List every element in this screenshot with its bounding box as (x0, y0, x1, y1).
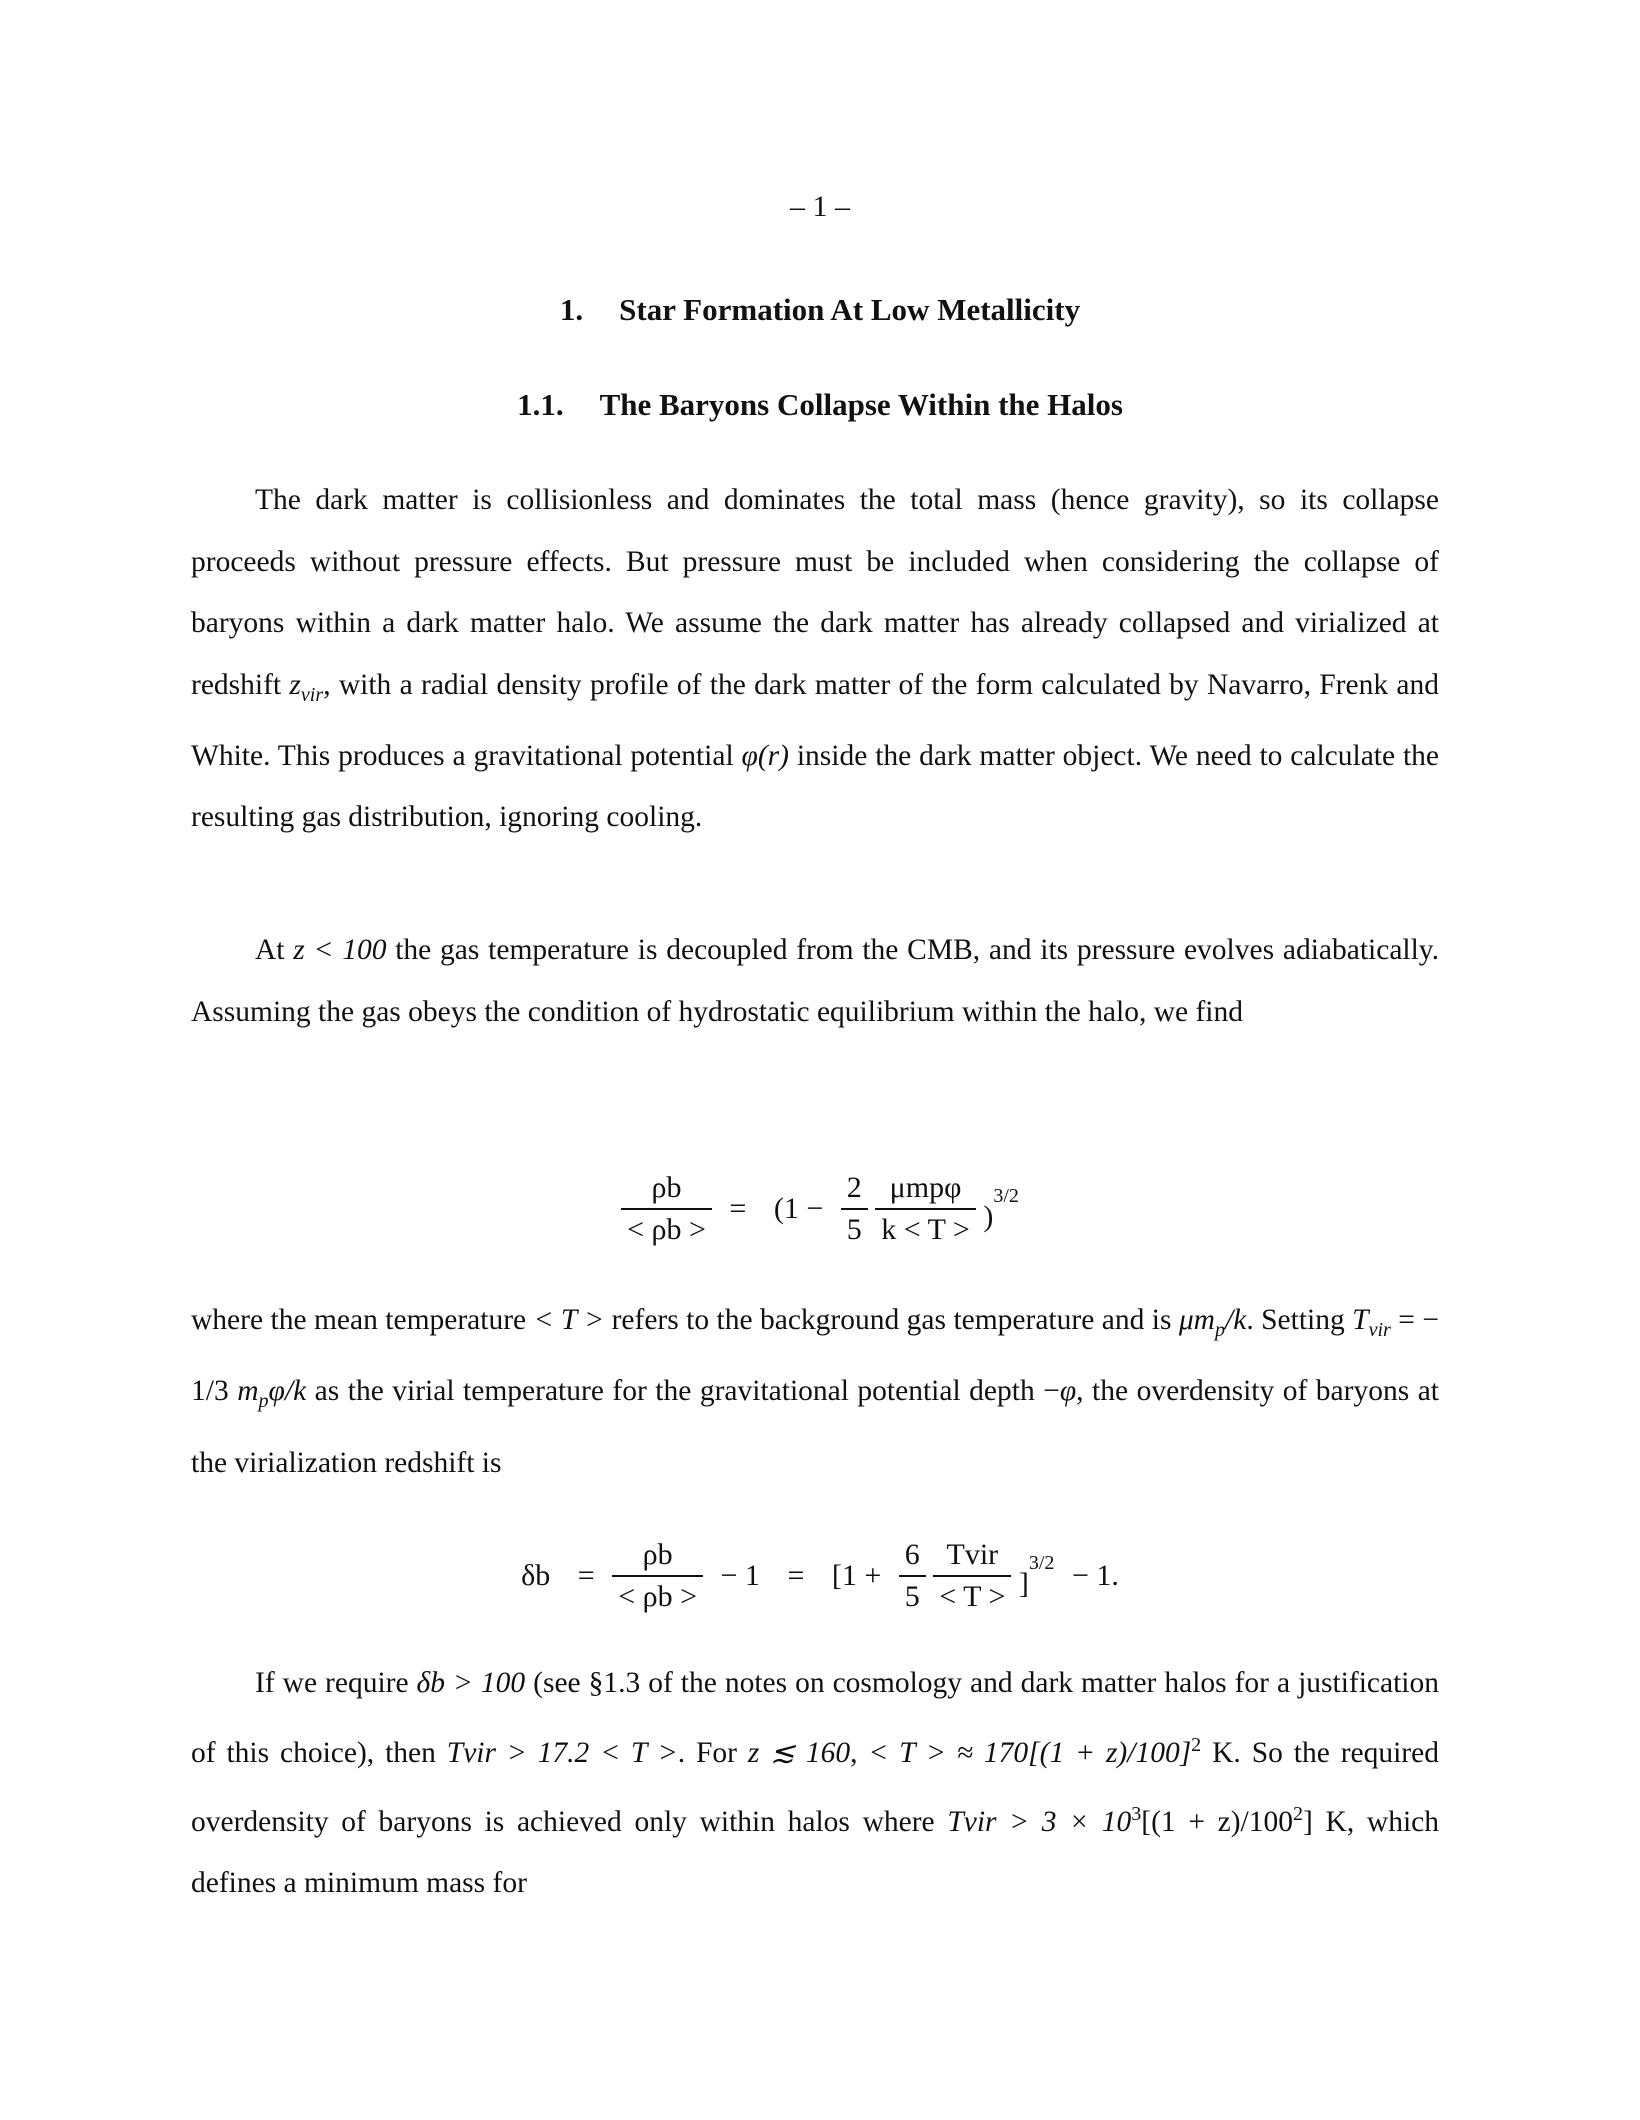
section-title-1-1 (0, 387, 1640, 423)
subsection-heading: The Baryons Collapse Within the Halos (599, 387, 1123, 422)
coefficient: $\frac{2}{5}$ (841, 1168, 868, 1250)
coefficient: $\frac{6}{5}$ (899, 1535, 926, 1617)
paragraph-2: At z < 100 the gas temperature is decoupled from the CMB, and its pressure evolves adiabatically. Assuming the gas obeys the condition of hydrostatic equilibrium within the halo, we find (191, 934, 1440, 1028)
temperature-ratio: $\frac{\text{Tvir}}{< T >}$ (933, 1535, 1011, 1617)
subsection-number: 1.1. (517, 387, 564, 422)
equation-2: δb = $\frac{\rho b}{< \rho b >}$ − 1 = [1 + $\frac{6}{5}$ $\frac{\text{Tvir}}{< T >}$ ]$^{3/2}$ − 1. (0, 1535, 1640, 1617)
page-number: – 1 – (790, 190, 850, 223)
section-title-1 (0, 292, 1640, 328)
section-heading: Star Formation At Low Metallicity (619, 292, 1081, 327)
density-ratio: $\frac{\rho b}{< \rho b >}$ (612, 1535, 703, 1617)
paragraph-4: If we require δb > 100 (see §1.3 of the notes on cosmology and dark matter halos for a justification of this choice), then Tvir > 17.2 < T >. For z ≲ 160, < T > ≈ $170[(1 + z)/100]^2$ K. So the required overdensity of baryons is achieved only within halos where Tvir > $3 \times 10^3[(1 + z)/100^2]$ K, which defines a minimum mass for (191, 1667, 1439, 1900)
section-number: 1. (559, 292, 584, 327)
paragraph-1: The dark matter is collisionless and dominates the total mass (hence gravity), so its collapse proceeds without pressure effects. But pressure must be included when considering the collapse of baryons within a dark matter halo. We assume the dark matter has already collapsed and virialized at redshift $z_{vir}$, with a radial density profile of the dark matter of the form calculated by Navarro, Frenk and White. This produces a gravitational potential φ(r) inside the dark matter object. We need to calculate the resulting gas distribution, ignoring cooling. (191, 484, 1439, 834)
paragraph-3: where the mean temperature < T > refers to the background gas temperature and is $\mu m_p/k$. Setting $T_{vir}$ = − 1/3 $m_p\varphi/k$ as the virial temperature for the gravitational potential depth −φ, the overdensity of baryons at the virialization redshift is (191, 1304, 1439, 1479)
potential-ratio: $\frac{\text{μmpφ}}{k < T >}$ (875, 1168, 976, 1250)
equation-1: $\frac{\rho b}{< \rho b >}$ = (1 − $\frac{2}{5}$ $\frac{\text{μmpφ}}{k < T >}$ )$^{3/2}$ (0, 1168, 1640, 1250)
density-ratio: $\frac{\rho b}{< \rho b >}$ (621, 1168, 712, 1250)
